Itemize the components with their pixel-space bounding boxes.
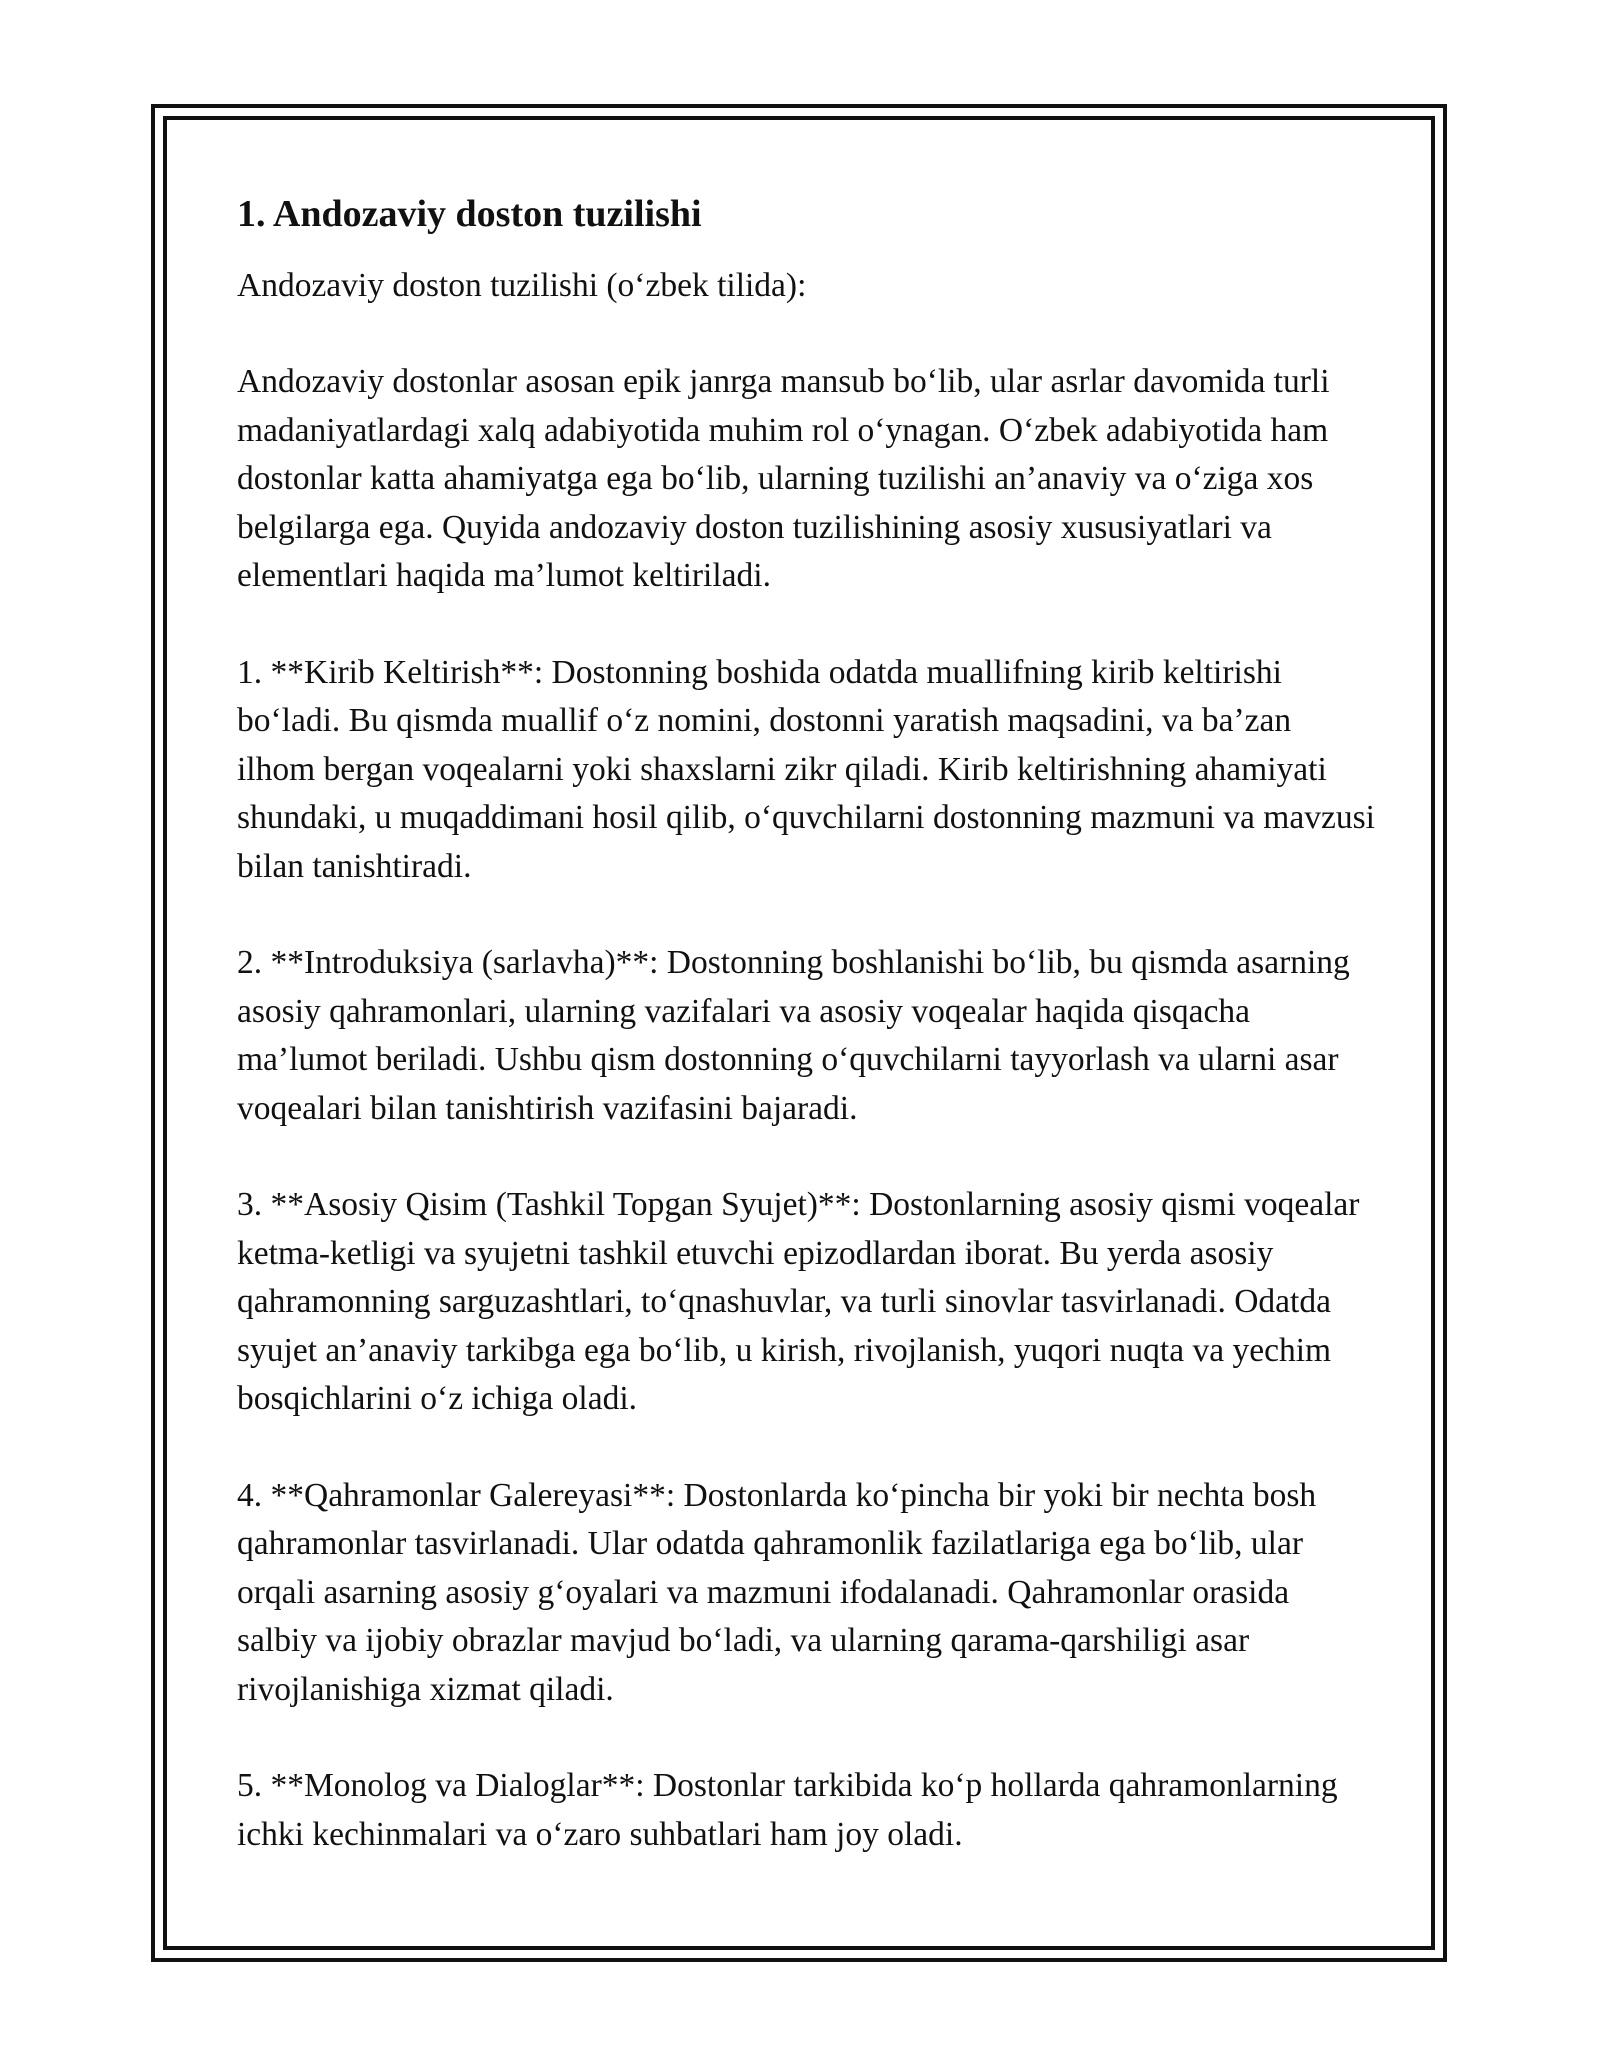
section-3-paragraph: 3. **Asosiy Qisim (Tashkil Topgan Syujet)**: Dostonlarning asosiy qismi voqealar ketma-ketligi va syujetni tashkil etuvchi epizodlardan iborat. Bu yerda asosiy qahramonning sarguzashtlari, to‘qnashuvlar, va turli sinovlar tasvirlanadi. Odatda syujet an’anaviy tarkibga ega bo‘lib, u kirish, rivojlanish, yuqori nuqta va yechim bosqichlarini o‘z ichiga oladi. [237,1186,1360,1417]
document-body [237,188,1377,1907]
document-subtitle: Andozaviy doston tuzilishi (o‘zbek tilida): [237,267,807,304]
section-2-paragraph: 2. **Introduksiya (sarlavha)**: Dostonning boshlanishi bo‘lib, bu qismda asarning asosiy qahramonlari, ularning vazifalari va asosiy voqealar haqida qisqacha ma’lumot beriladi. Ushbu qism dostonning o‘quvchilarni tayyorlash va ularni asar voqealari bilan tanishtirish vazifasini bajaradi. [237,944,1350,1127]
intro-paragraph: Andozaviy dostonlar asosan epik janrga mansub bo‘lib, ular asrlar davomida turli madaniyatlardagi xalq adabiyotida muhim rol o‘ynagan. O‘zbek adabiyotida ham dostonlar katta ahamiyatga ega bo‘lib, ularning tuzilishi an’anaviy va o‘ziga xos belgilarga ega. Quyida andozaviy doston tuzilishining asosiy xususiyatlari va elementlari haqida ma’lumot keltiriladi. [237,363,1330,594]
section-1-paragraph: 1. **Kirib Keltirish**: Dostonning boshida odatda muallifning kirib keltirishi bo‘ladi. Bu qismda muallif o‘z nomini, dostonni yaratish maqsadini, va ba’zan ilhom bergan voqealarni yoki shaxslarni zikr qiladi. Kirib keltirishning ahamiyati shundaki, u muqaddimani hosil qilib, o‘quvchilarni dostonning mazmuni va mavzusi bilan tanishtiradi. [237,653,1375,885]
section-4-paragraph: 4. **Qahramonlar Galereyasi**: Dostonlarda ko‘pincha bir yoki bir nechta bosh qahramonlar tasvirlanadi. Ular odatda qahramonlik fazilatlariga ega bo‘lib, ular orqali asarning asosiy g‘oyalari va mazmuni ifodalanadi. Qahramonlar orasida salbiy va ijobiy obrazlar mavjud bo‘ladi, va ularning qarama-qarshiligi asar rivojlanishiga xizmat qiladi. [237,1476,1317,1708]
section-5-paragraph: 5. **Monolog va Dialoglar**: Dostonlar tarkibida ko‘p hollarda qahramonlarning ichki kechinmalari va o‘zaro suhbatlari ham joy oladi. [237,1767,1338,1853]
document-title: 1. Andozaviy doston tuzilishi [237,193,702,235]
